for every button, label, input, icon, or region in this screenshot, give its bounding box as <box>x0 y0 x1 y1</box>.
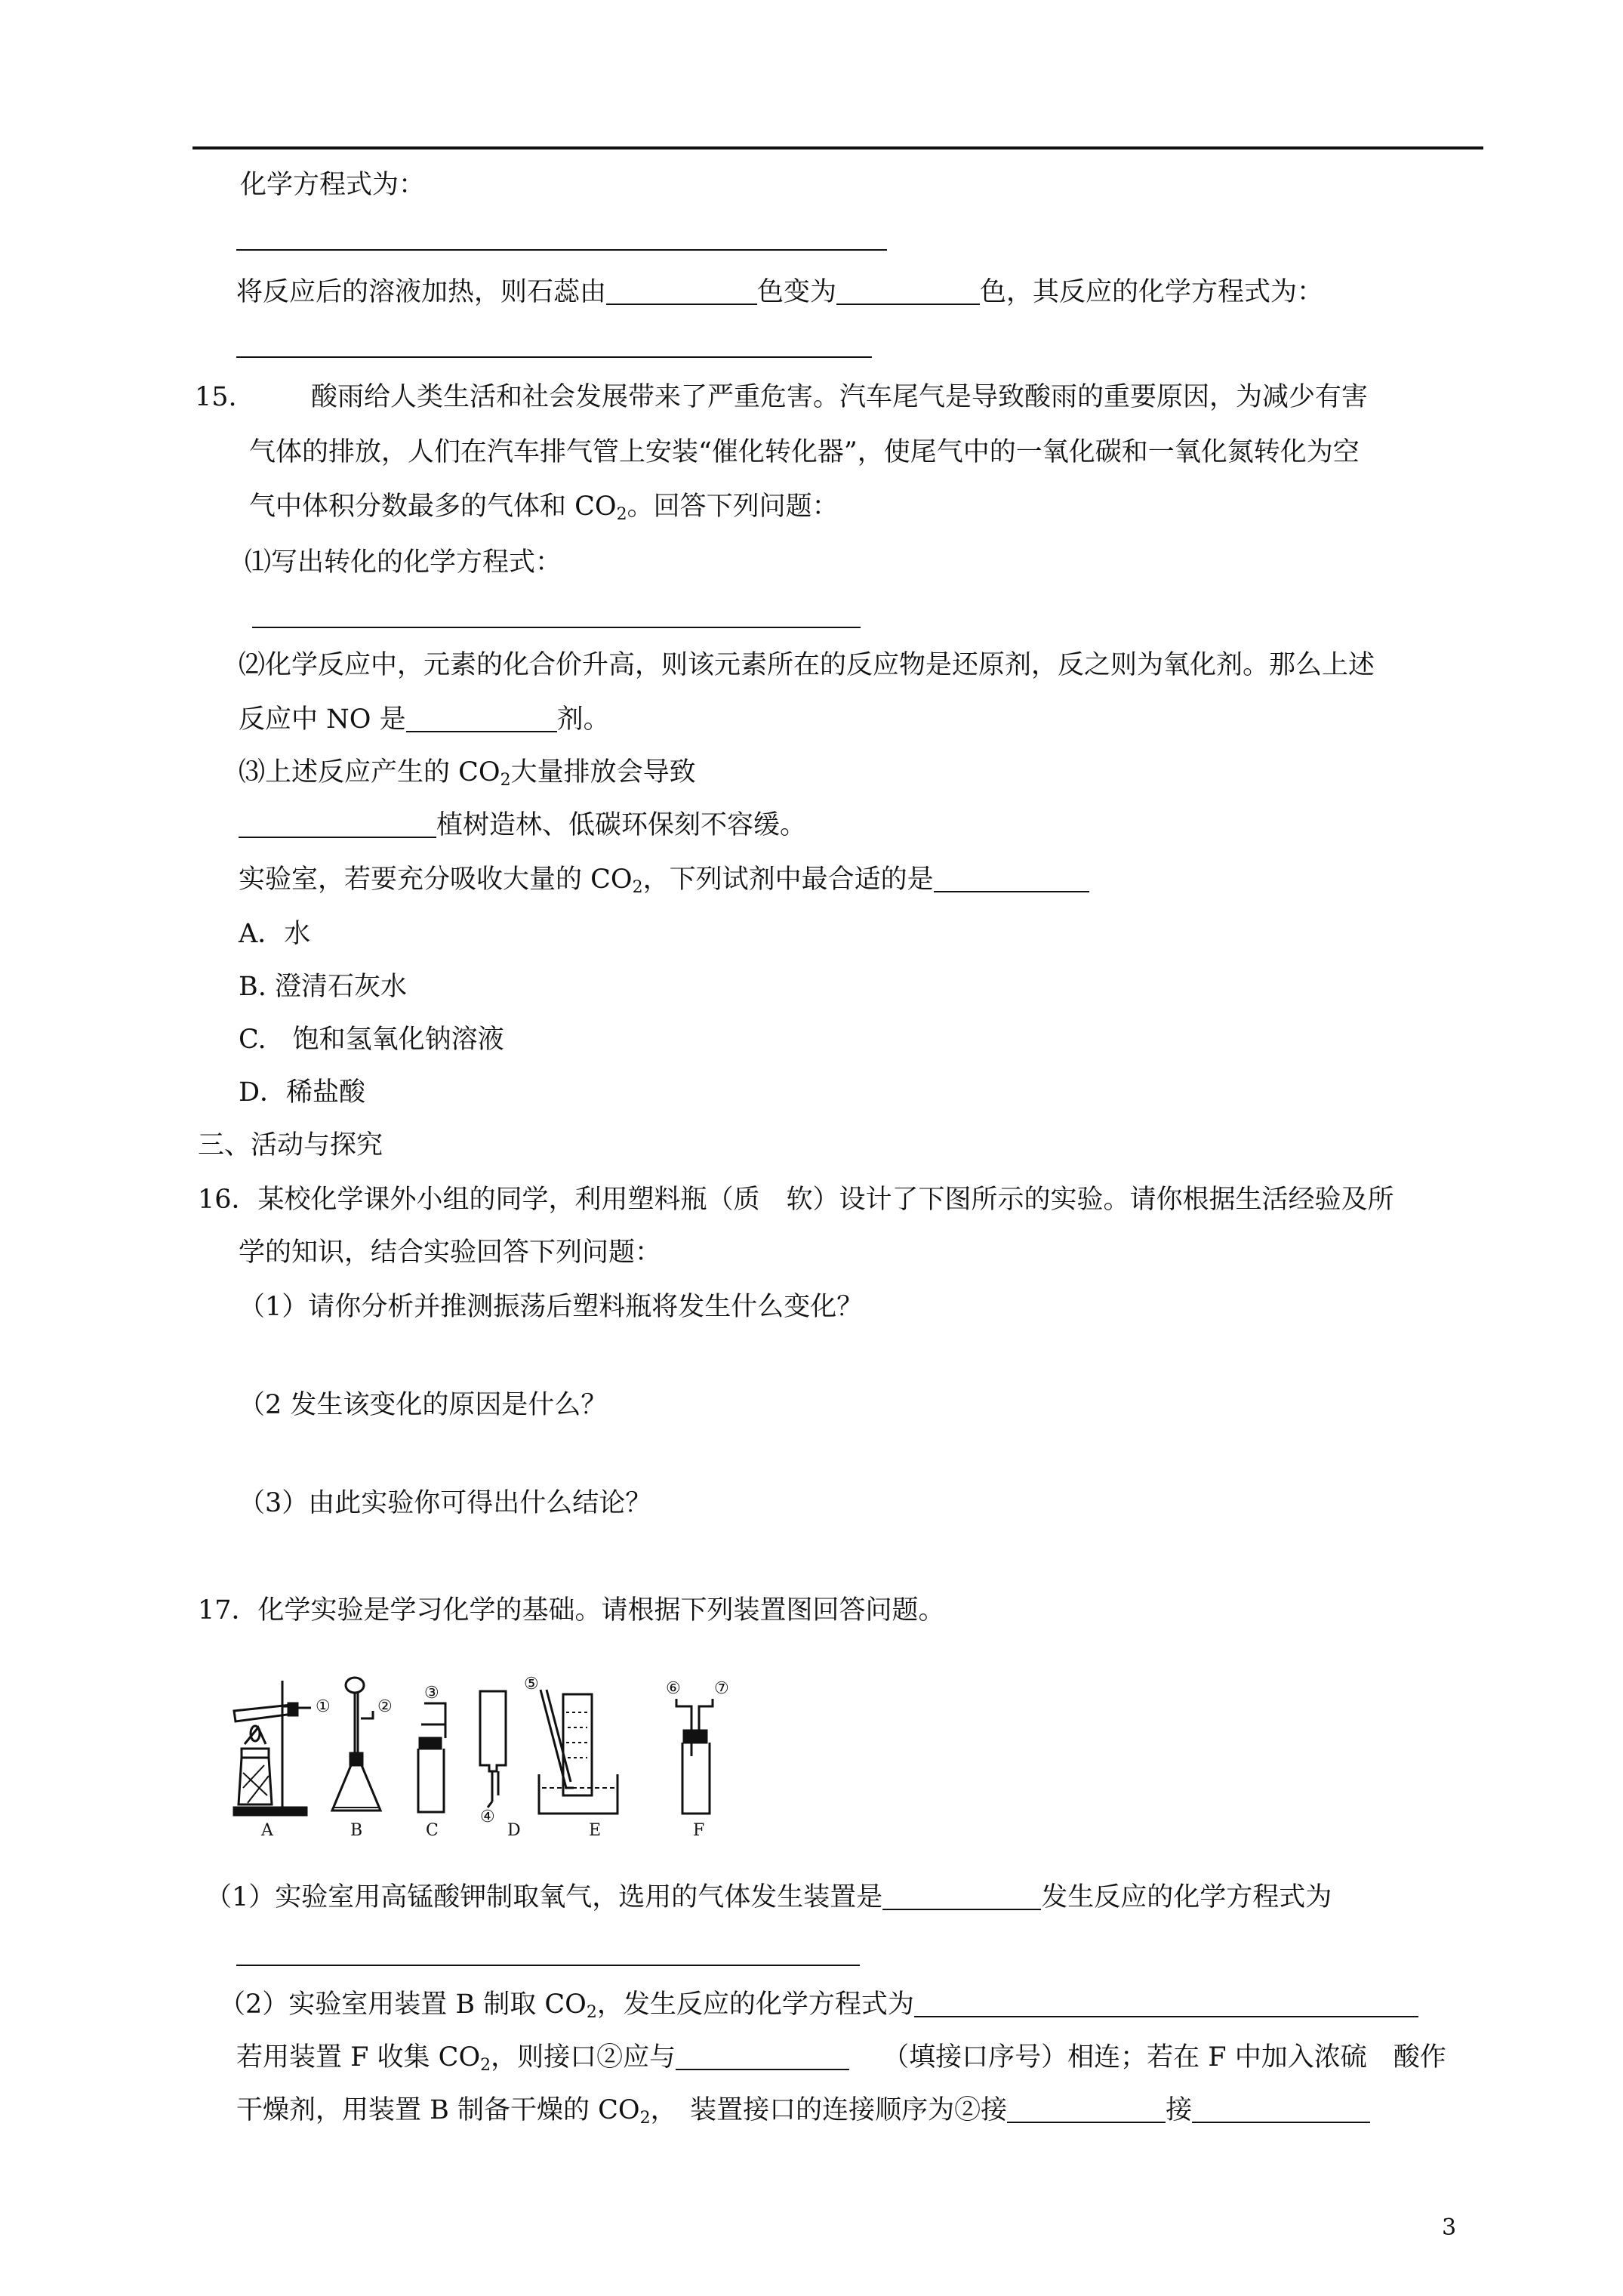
q15-option-d: D．稀盐酸 <box>239 1077 366 1108</box>
apparatus-d <box>480 1691 506 1808</box>
q15-part1: ⑴写出转化的化学方程式： <box>245 547 562 578</box>
answer-line <box>236 249 887 251</box>
q17-part2-line2: 若用装置 F 收集 $CO_2$，则接口②应与 （填接口序号）相连；若在 F 中加入浓硫 酸作 <box>236 2042 1446 2075</box>
q15-option-a: A．水 <box>239 919 311 949</box>
q15-part3-line1: ⑶上述反应产生的 $CO_2$大量排放会导致 <box>239 757 696 790</box>
apparatus-figure <box>226 1675 800 1841</box>
q14-equation-label: 化学方程式为： <box>240 170 426 200</box>
q16-part1: （1）请你分析并推测振荡后塑料瓶将发生什么变化？ <box>239 1292 864 1322</box>
q14-heat-line: 将反应后的溶液加热，则石蕊由 色变为 色，其反应的化学方程式为： <box>236 277 1324 307</box>
q15-part2-line2: 反应中 NO 是 剂。 <box>239 704 610 735</box>
apparatus-b <box>332 1678 380 1811</box>
apparatus-label-b: B <box>350 1821 363 1840</box>
q17-text-line1: 17．化学实验是学习化学的基础。请根据下列装置图回答问题。 <box>198 1595 945 1626</box>
q17-part1: （1）实验室用高锰酸钾制取氧气，选用的气体发生装置是 发生反应的化学方程式为 <box>205 1882 1332 1912</box>
page-number: 3 <box>1442 2214 1457 2241</box>
port-label-7: ⑦ <box>714 1679 729 1698</box>
port-label-1: ① <box>316 1697 331 1716</box>
port-label-4: ④ <box>480 1808 495 1826</box>
apparatus-a <box>234 1681 311 1815</box>
apparatus-drawing <box>226 1675 800 1841</box>
answer-line <box>236 356 872 358</box>
q15-part3-line2: 植树造林、低碳环保刻不容缓。 <box>239 808 806 843</box>
apparatus-label-e: E <box>589 1821 602 1840</box>
header-rule <box>192 146 1483 149</box>
q15-text-line3: 气中体积分数最多的气体和 $CO_2$。回答下列问题： <box>249 492 839 524</box>
q17-part2-line3: 干燥剂，用装置 B 制备干燥的 $CO_2$， 装置接口的连接顺序为②接 接 <box>236 2093 1370 2128</box>
apparatus-f <box>676 1699 713 1814</box>
answer-line <box>236 1965 860 1966</box>
port-label-6: ⑥ <box>666 1679 681 1698</box>
q15-text-line2: 气体的排放，人们在汽车排气管上安装“催化转化器”，使尾气中的一氧化碳和一氧化氮转化为空 <box>249 437 1360 467</box>
q16-part2: （2 发生该变化的原因是什么？ <box>239 1390 608 1420</box>
apparatus-label-f: F <box>693 1821 705 1840</box>
answer-line <box>252 627 861 628</box>
section-heading: 三、活动与探究 <box>198 1130 383 1160</box>
q16-text-line2: 学的知识，结合实验回答下列问题： <box>239 1237 662 1268</box>
q15-number: 15. <box>195 382 237 412</box>
port-label-3: ③ <box>424 1684 439 1703</box>
apparatus-c <box>418 1703 445 1812</box>
q15-text-line1: 酸雨给人类生活和社会发展带来了严重危害。汽车尾气是导致酸雨的重要原因，为减少有害 <box>311 382 1369 412</box>
apparatus-label-c: C <box>426 1821 439 1840</box>
apparatus-label-a: A <box>261 1821 273 1840</box>
q15-part2-line1: ⑵化学反应中，元素的化合价升高，则该元素所在的反应物是还原剂，反之则为氧化剂。那么上述 <box>239 650 1375 680</box>
port-label-5: ⑤ <box>524 1675 539 1693</box>
q15-option-b: B. 澄清石灰水 <box>239 972 407 1002</box>
q15-lab-question: 实验室，若要充分吸收大量的 $CO_2$，下列试剂中最合适的是 <box>239 862 1089 897</box>
q17-part2-line1: （2）实验室用装置 B 制取 $CO_2$，发生反应的化学方程式为 <box>219 1987 1418 2022</box>
q16-text-line1: 16．某校化学课外小组的同学，利用塑料瓶（质 软）设计了下图所示的实验。请你根据生活经验及所 <box>198 1185 1394 1215</box>
q16-part3: （3）由此实验你可得出什么结论？ <box>239 1488 652 1518</box>
apparatus-e <box>539 1690 617 1814</box>
apparatus-label-d: D <box>507 1821 521 1840</box>
q15-option-c: C. 饱和氢氧化钠溶液 <box>239 1025 504 1055</box>
port-label-2: ② <box>377 1697 393 1716</box>
